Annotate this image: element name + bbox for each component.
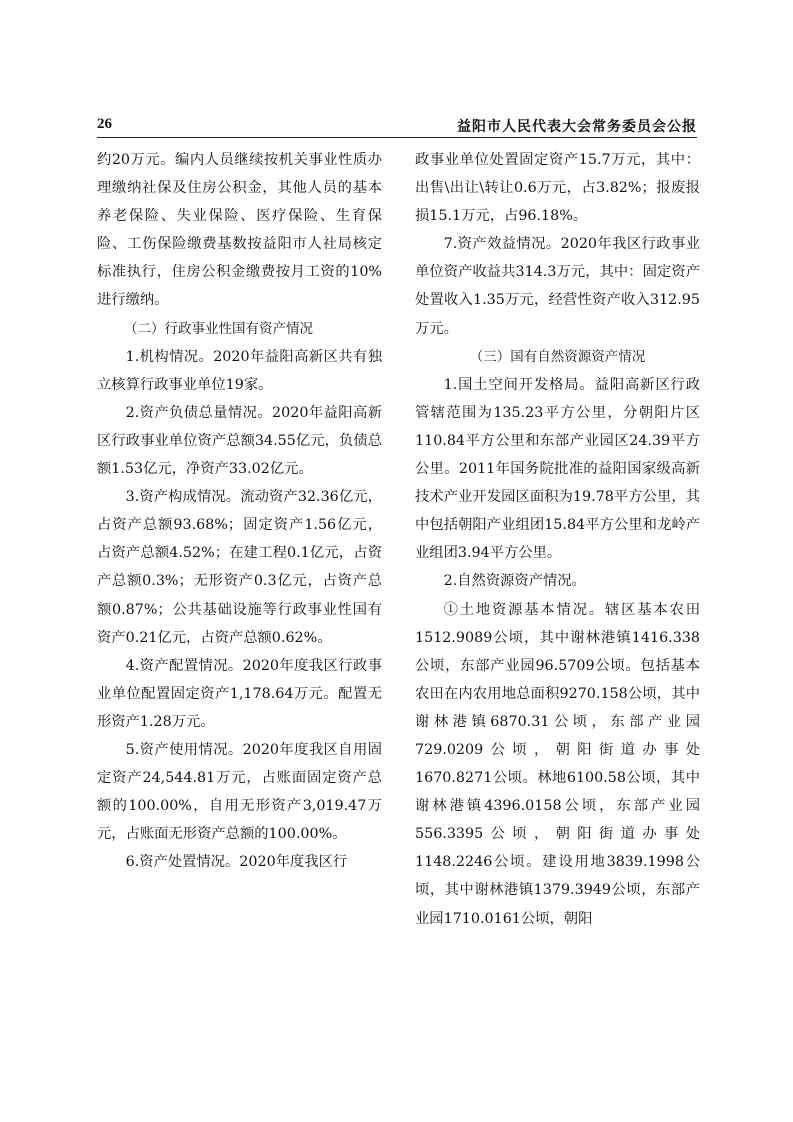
journal-title: 益阳市人民代表大会常务委员会公报 [457, 119, 697, 135]
paragraph: ①土地资源基本情况。辖区基本农田1512.9089公顷，其中谢林港镇1416.338公顷，东部产业园96.5709公顷。包括基本农田在内农用地总面积9270.158公顷，其中谢林港镇6870.31公顷，东部产业园729.0209公顷，朝阳街道办事处1670.8271公顷。林地6100.58公顷，其中谢林港镇4396.0158公顷，东部产业园556.3395公顷，朝阳街道办事处1148.2246公顷。建设用地3839.1998公顷，其中谢林港镇1379.3949公顷，东部产业园1710.0161公顷，朝阳 [415, 601, 700, 927]
page-header [97, 116, 697, 136]
paragraph: 政事业单位处置固定资产15.7万元，其中：出售\出让\转让0.6万元，占3.82%；报废报损15.1万元，占96.18%。 [415, 152, 700, 225]
paragraph: 2.资产负债总量情况。2020年益阳高新区行政事业单位资产总额34.55亿元，负债总额1.53亿元，净资产33.02亿元。 [97, 404, 382, 478]
section-heading: （三）国有自然资源资产情况 [469, 348, 646, 365]
paragraph: 7.资产效益情况。2020年我区行政事业单位资产收益共314.3万元，其中：固定资产处置收入1.35万元，经营性资产收入312.95万元。 [415, 236, 700, 337]
paragraph: 2.自然资源资产情况。 [443, 573, 586, 590]
paragraph: 1.国土空间开发格局。益阳高新区行政管辖范围为135.23平方公里，分朝阳片区110.84平方公里和东部产业园区24.39平方公里。2011年国务院批准的益阳国家级高新技术产业开发园区面积为19.78平方公里，其中包括朝阳产业组团15.84平方公里和龙岭产业组团3.94平方公里。 [415, 376, 700, 562]
page-number: 26 [97, 116, 112, 132]
paragraph: 4.资产配置情况。2020年度我区行政事业单位配置固定资产1,178.64万元。配置无形资产1.28万元。 [97, 657, 382, 730]
paragraph: 1.机构情况。2020年益阳高新区共有独立核算行政事业单位19家。 [97, 348, 382, 393]
paragraph: 5.资产使用情况。2020年度我区自用固定资产24,544.81万元，占账面固定资产总额的100.00%，自用无形资产3,019.47万元，占账面无形资产总额的100.00%。 [97, 741, 382, 843]
section-heading: （二）行政事业性国有资产情况 [124, 320, 313, 337]
right-column [415, 146, 700, 933]
paragraph: 6.资产处置情况。2020年度我区行 [125, 854, 348, 871]
header-rule [97, 137, 697, 138]
paragraph: 3.资产构成情况。流动资产32.36亿元，占资产总额93.68%；固定资产1.56亿元，占资产总额4.52%；在建工程0.1亿元，占资产总额0.3%；无形资产0.3亿元，占资产总额0.87%；公共基础设施等行政事业性国有资产0.21亿元，占资产总额0.62%。 [97, 489, 382, 646]
paragraph: 约20万元。编内人员继续按机关事业性质办理缴纳社保及住房公积金，其他人员的基本养老保险、失业保险、医疗保险、生育保险、工伤保险缴费基数按益阳市人社局核定标准执行，住房公积金缴费按月工资的10%进行缴纳。 [97, 152, 382, 309]
left-column [97, 146, 382, 876]
